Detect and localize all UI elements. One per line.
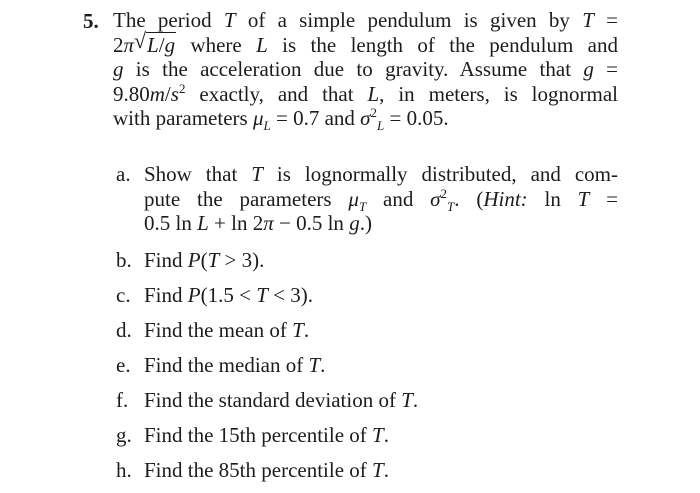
problem-part bbox=[116, 283, 618, 308]
part-text: Show that T is lognormally distributed, and com- pute the parameters $\mu_T$ and $\sigma^2_T$. (Hint: ln T = 0.5 ln L + ln 2π − 0.5 ln g.) bbox=[144, 162, 619, 236]
part-text: Find P(T > 3). bbox=[144, 247, 265, 272]
problem-part bbox=[116, 423, 618, 448]
problem-part bbox=[116, 388, 618, 413]
part-text: Find the 15th percentile of T. bbox=[144, 423, 389, 448]
part-text: Find the median of T. bbox=[144, 353, 326, 378]
statement-line: g is the acceleration due to gravity. Assume that g = bbox=[113, 57, 619, 82]
part-text: Find the standard deviation of T. bbox=[144, 388, 419, 413]
problem-part bbox=[116, 318, 618, 343]
part-label: d. bbox=[116, 317, 132, 342]
part-text: Find the 85th percentile of T. bbox=[144, 458, 389, 483]
part-text: Find the mean of T. bbox=[144, 317, 310, 342]
part-label: b. bbox=[116, 247, 132, 272]
problem-parts bbox=[116, 162, 618, 493]
part-text: Find P(1.5 < T < 3). bbox=[144, 282, 313, 307]
statement-line: $9.80m/s^2$ exactly, and that L, in meters, is lognormal bbox=[113, 80, 619, 106]
part-label: a. bbox=[116, 162, 131, 186]
statement-line: with parameters $\mu_L = 0.7$ and $\sigma^2_L = 0.05$. bbox=[113, 105, 449, 134]
problem-part bbox=[116, 162, 618, 236]
problem-part bbox=[116, 353, 618, 378]
part-label: f. bbox=[116, 388, 129, 413]
part-label: c. bbox=[116, 282, 131, 307]
problem-part bbox=[116, 458, 618, 483]
problem-number: 5. bbox=[83, 9, 99, 33]
part-label: h. bbox=[116, 458, 132, 483]
statement-line: 2π √ L/g where L is the length of the pendulum and bbox=[113, 27, 618, 57]
problem-statement bbox=[113, 8, 619, 134]
part-label: g. bbox=[116, 423, 132, 448]
statement-line: The period T of a simple pendulum is given by T = bbox=[113, 8, 619, 32]
part-label: e. bbox=[116, 353, 131, 378]
problem-part bbox=[116, 248, 618, 273]
